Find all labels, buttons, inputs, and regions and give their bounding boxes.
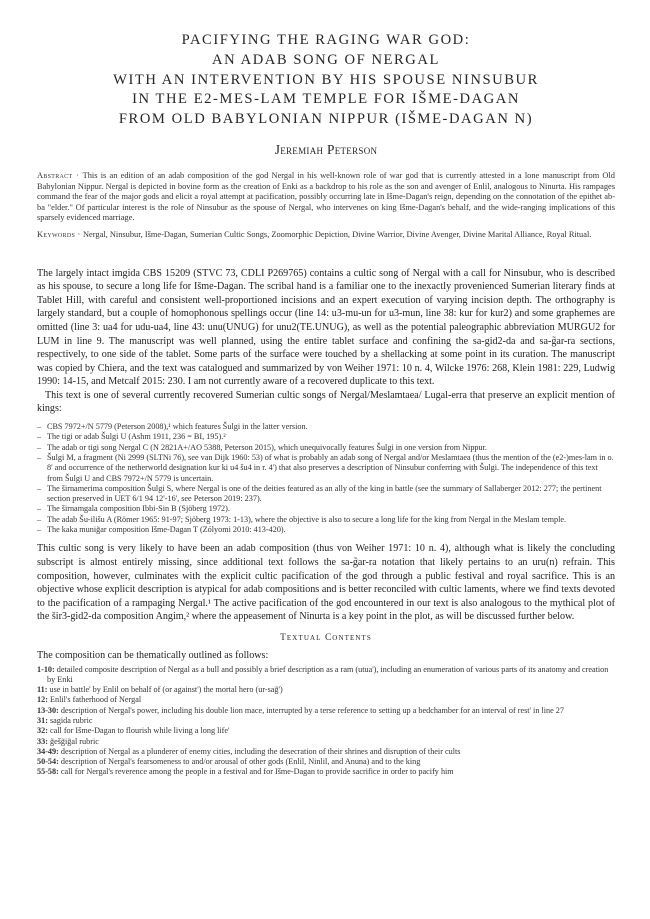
list-item: – The kaka munig̃ar composition Išme-Dagan T (Zólyomi 2010: 413-420). <box>37 525 615 535</box>
outline-range: 12: <box>37 695 48 705</box>
outline-range: 32: <box>37 726 48 736</box>
outline-item <box>37 716 615 726</box>
outline-text: description of Nergal's power, including his double lion mace, interrupted by a terse reference to setting up a bedchamber for an interval of rest' in line 27 <box>60 705 564 715</box>
list-item: – The tigi or adab Šulgi U (Ashm 1911, 236 = BI, 195).² <box>37 432 615 442</box>
outline-range: 55-58: <box>37 767 59 777</box>
list-item: – The širnamerima composition Šulgi S, where Nergal is one of the deities featured as an ally of the king in battle (see the summary of Sallaberger 2012: 277; the pertinent section preserved in UET 6/1 94 12'-16', see Peterson 2019: 237). <box>37 484 615 505</box>
outline-item <box>37 737 615 747</box>
paragraph-intro: The largely intact imgida CBS 15209 (STVC 73, CDLI P269765) contains a cultic song of Nergal with a call for Ninsubur, who is described as his spouse, to secure a long life for Išme-Dagan. The scribal hand is a familiar one to the inexactly provenienced Sumerian literary finds at Tablet Hill, with careful and consistent well-proportioned incisions and an expert execution of varying incision depth. The orthography is largely standard, but a couple of homophonous spellings occur (line 14: u3-mu-un for u3-mun, line 38: kur for kur2) and some graphemes are omitted (line 3: ua4 for udu-ua4, line 43: unu(UNUG) for unu2(TE.UNUG), as well as the potential paleographic abbreviation MURGU2 for LUM in line 9. The manuscript was well planned, using the entire tablet surface and confining the sa-gid2-da and sa-g̃ar-ra sections, respectively, to one side of the tablet. Some parts of the surface were touched by a shellacking at some point in its curation. The manuscript was copied by Chiera, and the text was catalogued and summarized by von Weiher 1971: 10 n. 4, Wilcke 1976: 268, Klein 1981: 229, Ludwig 1990: 14-15, and Metcalf 2015: 230. I am not currently aware of a recovered duplicate to this text. <box>37 267 615 388</box>
composition-outline <box>37 665 615 778</box>
outline-item <box>37 685 615 695</box>
outline-item <box>37 665 615 686</box>
title-line: IN THE E2-MES-LAM TEMPLE FOR IŠME-DAGAN <box>132 91 520 108</box>
title-line: AN ADAB SONG OF NERGAL <box>212 51 440 68</box>
abstract-label: Abstract · <box>37 170 83 180</box>
paragraph-kings: This text is one of several currently recovered Sumerian cultic songs of Nergal/Meslamtaea/ Lugal-erra that preserve an explicit mention of kings: <box>37 389 615 415</box>
outline-item <box>37 747 615 757</box>
outline-text: sagida rubric <box>49 715 93 725</box>
outline-range: 33: <box>37 736 48 746</box>
kings-list <box>37 422 615 535</box>
abstract-text: This is an edition of an adab composition of the god Nergal in his well-known role of war god that is currently attested in a lone manuscript from Old Babylonian Nippur. Nergal is depicted in bovine form as the creation of Enki as a backdrop to his role as the son and avenger of Enlil, analogous to Ninurta. His rampages command the fear of the major gods and elicit a royal attempt at pacification, possibly occurring late in Išme-Dagan's reign, depending on the connotation of the epithet ab-ba "elder." Of particular interest is the role of Ninsubur as the spouse of Nergal, who intervenes on king Išme-Dagan's behalf, and the wide-ranging implications of this sparsely evidenced marriage. <box>37 170 615 223</box>
outline-text: Enlil's fatherhood of Nergal <box>49 695 142 705</box>
outline-item <box>37 757 615 767</box>
title-line: WITH AN INTERVENTION BY HIS SPOUSE NINSUBUR <box>113 71 539 88</box>
article-title <box>37 31 615 130</box>
paragraph-outline-intro: The composition can be thematically outlined as follows: <box>37 649 269 661</box>
outline-text: call for Nergal's reverence among the people in a festival and for Išme-Dagan to provide sacrifice in order to pacify him <box>60 767 454 777</box>
paragraph-adab: This cultic song is very likely to have been an adab composition (thus von Weiher 1971: 10 n. 4), although what is likely the concluding subscript is almost entirely missing, since additional text follows the sa-g̃ar-ra notation that likely pertains to an uru(n) refrain. This composition, however, culminates with the explicit cultic pacification of the god through a public festival and royal sacrifice. This is an objective whose explicit description is atypical for adab compositions and is better reconciled with cultic laments, where we find texts devoted to the pacification of a rampaging Nergal.¹ The active pacification of the god encountered in our text is also analogous to the mythical plot of the šir3-gid2-da composition Angim,² where the appeasement of Ninurta is a key point in the plot, as will be discussed further below. <box>37 543 615 623</box>
outline-range: 11: <box>37 685 48 695</box>
abstract <box>37 171 615 224</box>
list-item: – CBS 7972+/N 5779 (Peterson 2008),¹ which features Šulgi in the latter version. <box>37 422 615 432</box>
section-heading: Textual Contents <box>280 632 372 643</box>
outline-range: 1-10: <box>37 664 55 674</box>
outline-range: 34-49: <box>37 746 59 756</box>
title-line: FROM OLD BABYLONIAN NIPPUR (IŠME-DAGAN N) <box>118 111 534 128</box>
outline-item <box>37 767 615 777</box>
outline-range: 13-30: <box>37 705 59 715</box>
outline-item <box>37 726 615 736</box>
keywords-text: Nergal, Ninsubur, Išme-Dagan, Sumerian Cultic Songs, Zoomorphic Depiction, Divine Warrior, Divine Avenger, Divine Marital Alliance, Royal Ritual. <box>83 229 592 239</box>
outline-text: description of Nergal as a plunderer of enemy cities, including the desecration of their shrines and disruption of their cults <box>60 746 461 756</box>
outline-text: detailed composite description of Nergal as a bull and possibly a brief description as a ram (utua'), including an enumeration of various parts of its anatomy and creation by Enki <box>47 664 609 684</box>
outline-text: description of Nergal's fearsomeness to and/or arousal of other gods (Enlil, Ninlil, and Anuna) and to the king <box>60 757 421 767</box>
outline-range: 31: <box>37 715 48 725</box>
outline-item <box>37 695 615 705</box>
outline-text: g̃ešg̃ig̃al rubric <box>49 736 99 746</box>
list-item: – The adab Šu-ilišu A (Römer 1965: 91-97; Sjöberg 1973: 1-13), where the objective is also to secure a long life for the king from Nergal in the Meslam temple. <box>37 515 615 525</box>
outline-text: call for Išme-Dagan to flourish while living a long life' <box>49 726 230 736</box>
list-item: – The adab or tigi song Nergal C (N 2821A+/AO 5388, Peterson 2015), which unequivocally features Šulgi in one version from Nippur. <box>37 443 615 453</box>
outline-item <box>37 706 615 716</box>
list-item: – Šulgi M, a fragment (Ni 2999 (SLTNi 76), see van Dijk 1960: 53) of what is probably an adab song of Nergal and/or Meslamtaea (thus the mention of the (e2-)mes-lam in o. 8' and occurrence of the netherworld designation kur ki u4 šu4 in r. 4') that also preserves a description of Ninsubur conferring with Šulgi. The independence of this text from Šulgi U and CBS 7972+/N 5779 is uncertain. <box>37 453 615 484</box>
keywords-label: Keywords · <box>37 229 83 239</box>
list-item: – The širnamgala composition Ibbi-Sin B (Sjöberg 1972). <box>37 504 615 514</box>
outline-range: 50-54: <box>37 757 59 767</box>
keywords <box>37 230 615 241</box>
outline-text: use in battle' by Enlil on behalf of (or against') the mortal hero (ur-sag̃') <box>49 685 283 695</box>
title-line: PACIFYING THE RAGING WAR GOD: <box>181 32 471 48</box>
author-name: Jeremiah Peterson <box>274 141 378 157</box>
